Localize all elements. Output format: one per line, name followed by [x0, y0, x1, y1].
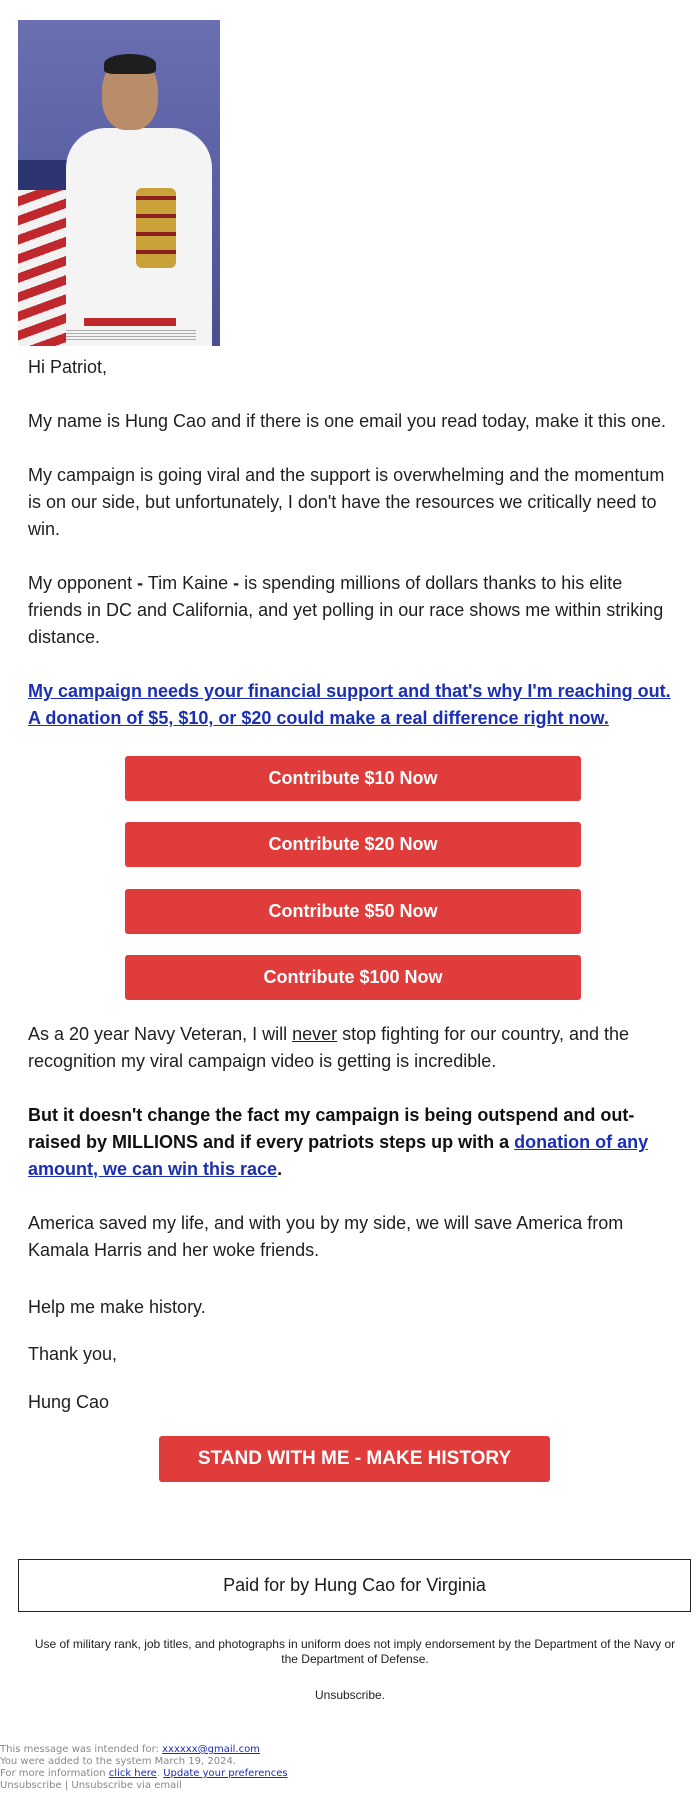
- donation-any-amount-link[interactable]: donation of any amount, we can win this race: [28, 1132, 649, 1179]
- greeting: Hi Patriot,: [28, 357, 108, 377]
- image-fine-print: [66, 330, 196, 340]
- america-paragraph: America saved my life, and with you by my side, we will save America from Kamala Harris and her woke friends.: [28, 1213, 624, 1260]
- outspent-paragraph: But it doesn't change the fact my campaign is being outspend and out-raised by MILLIONS and if every patriots steps up with a donation of any amount, we can win this race.: [28, 1105, 649, 1179]
- viral-paragraph: My campaign is going viral and the support is overwhelming and the momentum is on our side, but unfortunately, I don't have the resources we critically need to win.: [28, 465, 665, 539]
- recipient-email-link[interactable]: xxxxxx@gmail.com: [162, 1744, 260, 1755]
- contribute-20-button[interactable]: Contribute $20 Now: [125, 822, 581, 867]
- contribute-50-button[interactable]: Contribute $50 Now: [125, 889, 581, 934]
- never-emphasis: never: [292, 1024, 338, 1044]
- click-here-link[interactable]: click here: [108, 1768, 157, 1779]
- signature: Hung Cao: [28, 1392, 110, 1412]
- info-line: For more information click here. Update your preferences: [0, 1768, 288, 1779]
- donation-appeal-link[interactable]: My campaign needs your financial support and that's why I'm reaching out. A donation of $5, $10, or $20 could make a real difference right now.: [28, 681, 671, 728]
- veteran-paragraph: As a 20 year Navy Veteran, I will never stop fighting for our country, and the recognition my viral campaign video is getting is incredible.: [28, 1024, 629, 1071]
- stand-with-me-button[interactable]: STAND WITH ME - MAKE HISTORY: [159, 1436, 550, 1482]
- contribute-100-button[interactable]: Contribute $100 Now: [125, 955, 581, 1000]
- hero-image: [18, 20, 220, 346]
- footer-unsubscribe-line[interactable]: Unsubscribe | Unsubscribe via email: [0, 1780, 182, 1791]
- email-footer: [0, 1744, 420, 1792]
- medals: [136, 188, 176, 268]
- intended-line: This message was intended for: xxxxxx@gmail.com: [0, 1744, 260, 1755]
- intro-paragraph: My name is Hung Cao and if there is one email you read today, make it this one.: [28, 411, 666, 431]
- history-line: Help me make history.: [28, 1297, 206, 1317]
- portrait-hair: [104, 54, 156, 74]
- added-line: You were added to the system March 19, 2024.: [0, 1756, 236, 1767]
- thanks-line: Thank you,: [28, 1344, 118, 1364]
- opponent-paragraph: My opponent - Tim Kaine - is spending millions of dollars thanks to his elite friends in DC and California, and yet polling in our race shows me within striking distance.: [28, 573, 664, 647]
- contribute-10-button[interactable]: Contribute $10 Now: [125, 756, 581, 801]
- update-preferences-link[interactable]: Update your preferences: [163, 1768, 288, 1779]
- unsubscribe-link[interactable]: Unsubscribe.: [314, 1688, 386, 1702]
- paid-for-box: Paid for by Hung Cao for Virginia: [18, 1559, 691, 1612]
- military-disclaimer: Use of military rank, job titles, and photographs in uniform does not imply endorsement by the Department of the Navy or the Department of Defense.: [34, 1637, 676, 1666]
- paid-for-tag: [84, 318, 176, 326]
